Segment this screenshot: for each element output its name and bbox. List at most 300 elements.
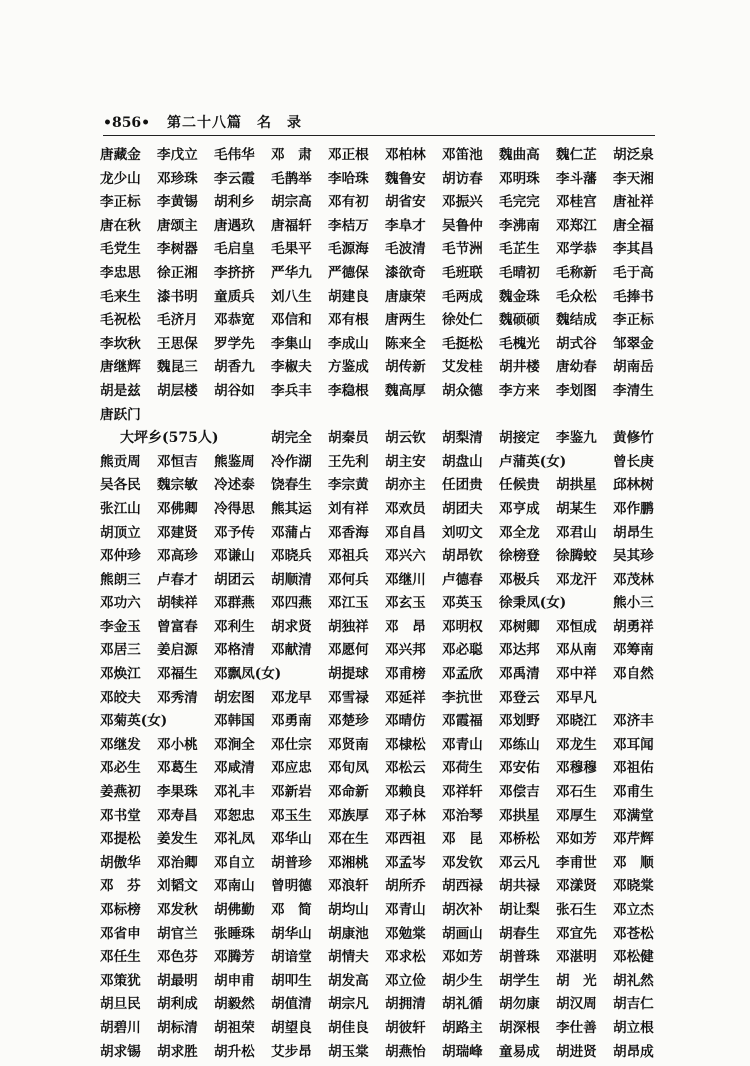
name-entry: 魏昆三 [157,359,198,376]
name-entry: 胡共禄 [499,878,540,895]
name-entry: 邓晓兵 [271,548,312,565]
name-entry: 毛称新 [556,264,597,281]
name-entry: 邓仕宗 [271,736,312,753]
name-entry: 毛挺松 [442,335,483,352]
name-entry: 卢春才 [157,571,198,588]
name-entry: 邓必生 [100,760,141,777]
name-entry: 胡画山 [442,925,483,942]
name-entry: 邓献清 [271,642,312,659]
name-entry: 邓贤南 [328,736,369,753]
name-entry: 邓命新 [328,784,369,801]
name-entry: 胡普珍 [271,854,312,871]
name-entry: 邓在生 [328,831,369,848]
name-entry: 邓晓江 [556,713,597,730]
name-entry: 邓愿何 [328,642,369,659]
name-entry: 陈来全 [385,335,426,352]
name-entry: 邓焕江 [100,666,141,683]
name-entry: 李忠思 [100,264,141,281]
name-entry: 李甫世 [556,854,597,871]
name-row [100,781,670,805]
name-entry: 邓勉棠 [385,925,426,942]
name-entry: 胡泛泉 [613,147,654,163]
name-entry: 邓宜先 [556,925,597,942]
name-entry: 胡申甫 [214,972,255,989]
name-entry: 邓格清 [214,642,255,659]
name-entry: 李鉴九 [556,430,597,447]
name-entry: 曾长庚 [613,453,654,470]
name-entry: 邓利生 [214,618,255,635]
name-row [100,522,670,546]
name-entry: 邓孟欣 [442,666,483,683]
name-entry: 胡标清 [157,1019,198,1036]
name-entry: 毛完完 [499,194,540,211]
name-entry: 邓安佑 [499,760,540,777]
name-entry: 胡傲华 [100,854,141,871]
name-entry: 李戊立 [157,147,198,163]
name-entry: 冷作湖 [271,453,312,470]
name-entry: 胡佳良 [328,1019,369,1036]
name-row [100,356,670,380]
name-row [100,592,670,616]
name-entry: 邓建贤 [157,524,198,541]
name-entry: 熊小三 [613,595,654,612]
name-entry: 唐颂主 [157,217,198,234]
name-entry: 邓兴六 [385,548,426,565]
name-row [100,687,670,711]
name-entry: 邓龙汗 [556,571,597,588]
name-entry: 胡均山 [328,902,369,918]
name-entry: 李金玉 [100,618,141,635]
name-entry: 张睡珠 [214,925,255,942]
name-entry: 胡路主 [442,1019,483,1036]
name-entry: 胡发高 [328,972,369,989]
name-entry: 李宗黄 [328,477,369,494]
name-entry: 邓族厚 [328,807,369,824]
name-row [100,238,670,262]
name-entry: 邓楚珍 [328,713,369,730]
name-row [100,757,670,781]
name-entry: 李仕善 [556,1019,597,1036]
name-entry: 徐处仁 [442,312,483,329]
name-entry: 邓继发 [100,736,141,753]
name-entry: 邓 肃 [271,147,312,163]
name-entry: 胡拱星 [556,477,597,494]
name-entry: 李正标 [613,312,654,329]
name-entry: 毛槐光 [499,335,540,352]
name-entry: 胡云钦 [385,430,426,447]
name-entry: 魏结成 [556,312,597,329]
name-entry: 魏金珠 [499,288,540,305]
name-entry: 邓韩国 [214,713,255,730]
name-row [100,498,670,522]
name-entry: 徐正湘 [157,264,198,281]
name-entry: 邓郑江 [556,217,597,234]
name-entry: 张江山 [100,500,141,517]
name-entry: 邓信和 [271,312,312,329]
name-entry: 邓柏林 [385,147,426,163]
name-entry: 童质兵 [214,288,255,305]
name-entry: 唐遇玖 [214,217,255,234]
name-entry: 邓予传 [214,524,255,541]
name-row [100,215,670,239]
name-entry: 邓亨成 [499,500,540,517]
name-entry: 邓松健 [613,949,654,966]
name-entry: 胡祖荣 [214,1019,255,1036]
name-entry: 胡宗凡 [328,996,369,1013]
name-entry: 邓有初 [328,194,369,211]
name-entry: 李坎秋 [100,335,141,352]
name-entry: 李斗藩 [556,170,597,187]
name-entry: 黄修竹 [613,430,654,447]
name-entry: 徐秉凤(女) [499,595,567,612]
name-entry: 毛芷生 [499,241,540,258]
name-entry: 唐在秋 [100,217,141,234]
name-entry: 胡碧川 [100,1019,141,1036]
name-entry: 卢蒲英(女) [499,453,567,470]
name-entry: 李划图 [556,382,597,399]
name-entry: 胡团云 [214,571,255,588]
name-entry: 毛波清 [385,241,426,258]
name-entry: 李稳根 [328,382,369,399]
name-entry: 毛鹊举 [271,170,312,187]
name-entry: 胡玉棠 [328,1043,369,1060]
name-entry: 胡众德 [442,382,483,399]
page-number: •856• [103,115,151,131]
name-entry: 方鉴成 [328,359,369,376]
name-entry: 魏仁芷 [556,147,597,163]
name-entry: 徐榜登 [499,548,540,565]
name-entry: 邓湛明 [556,949,597,966]
name-entry: 李方来 [499,382,540,399]
name-entry: 毛捧书 [613,288,654,305]
name-entry: 胡宗高 [271,194,312,211]
name-row [100,828,670,852]
name-entry: 邓福生 [157,666,198,683]
name-entry: 邓苍松 [613,925,654,942]
name-entry: 曾富春 [157,618,198,635]
name-entry: 邓如芳 [442,949,483,966]
name-entry: 胡佛勤 [214,902,255,918]
name-row [100,569,670,593]
name-entry: 胡西禄 [442,878,483,895]
name-entry: 邓发秋 [157,902,198,918]
name-row [100,616,670,640]
name-entry: 刘有祥 [328,500,369,517]
name-entry: 邓英玉 [442,595,483,612]
name-entry: 胡官兰 [157,925,198,942]
name-entry: 邓提松 [100,831,141,848]
name-entry: 漆书明 [157,288,198,305]
name-entry: 胡让梨 [499,902,540,918]
name-entry: 邓晴仿 [385,713,426,730]
name-entry: 唐康荣 [385,288,426,305]
name-entry: 胡康池 [328,925,369,942]
name-entry: 李其昌 [613,241,654,258]
name-entry: 邓兴邦 [385,642,426,659]
name-entry: 邓自立 [214,854,255,871]
name-entry: 邓书堂 [100,807,141,824]
name-entry: 胡旦民 [100,996,141,1013]
name-entry: 李椒夫 [271,359,312,376]
name-entry: 邓发钦 [442,854,483,871]
name-entry: 邓自然 [613,666,654,683]
name-entry: 邓晓棠 [613,878,654,895]
name-entry: 邓湘桃 [328,854,369,871]
name-entry: 邓恕忠 [214,807,255,824]
name-entry: 邓恒成 [556,618,597,635]
name-entry: 邓礼凤 [214,831,255,848]
name-entry: 胡昂生 [613,524,654,541]
name-entry: 邓何兵 [328,571,369,588]
name-entry: 邓松云 [385,760,426,777]
name-entry: 胡南岳 [613,359,654,376]
name-entry: 魏高厚 [385,382,426,399]
name-entry: 胡深根 [499,1019,540,1036]
name-entry: 邓涧全 [214,736,255,753]
name-entry: 邓礼丰 [214,784,255,801]
name-entry: 邓 顺 [613,854,654,871]
name-entry: 邓标榜 [100,902,141,918]
name-entry: 唐跃门 [100,406,141,423]
name-entry: 李桔万 [328,217,369,234]
name-entry: 张石生 [556,902,597,918]
name-entry: 唐福轩 [271,217,312,234]
name-entry: 邓玉生 [271,807,312,824]
name-entry: 魏硕硕 [499,312,540,329]
name-entry: 王先利 [328,453,369,470]
name-entry: 胡建良 [328,288,369,305]
name-entry: 姜发生 [157,831,198,848]
name-entry: 胡省安 [385,194,426,211]
name-entry: 严华九 [271,264,312,281]
name-entry: 邓青山 [385,902,426,918]
name-entry: 邓雪禄 [328,689,369,706]
name-entry: 胡昂钦 [442,548,483,565]
name-entry: 胡普珠 [499,949,540,966]
name-entry: 邓华山 [271,831,312,848]
name-entry: 胡利乡 [214,194,255,211]
name-entry: 邓飘凤(女) [214,666,282,683]
name-entry: 邓 昂 [385,618,426,635]
name-entry: 胡礼然 [613,972,654,989]
name-row [100,474,670,498]
name-entry: 邓厚生 [556,807,597,824]
name-entry: 胡访春 [442,170,483,187]
name-entry: 邓芹辉 [613,831,654,848]
name-entry: 邓济丰 [613,713,654,730]
name-entry: 毛祝松 [100,312,141,329]
name-entry: 毛节洲 [442,241,483,258]
name-entry: 胡最明 [157,972,198,989]
name-entry: 胡吉仁 [613,996,654,1013]
name-entry: 邓龙早 [271,689,312,706]
name-entry: 胡谷如 [214,382,255,399]
name-entry: 邓君山 [556,524,597,541]
name-entry: 邓佛卿 [157,500,198,517]
name-entry: 毛源海 [328,241,369,258]
name-entry: 胡秦员 [328,430,369,447]
name-entry: 邓功六 [100,595,141,612]
name-row [100,191,670,215]
name-entry: 邓达邦 [499,642,540,659]
name-entry: 邓江玉 [328,595,369,612]
name-entry: 吴鲁仲 [442,217,483,234]
name-row [100,144,670,168]
name-entry: 邓恒吉 [157,453,198,470]
name-entry: 邓练山 [499,736,540,753]
name-row [100,545,670,569]
name-entry: 胡礼循 [442,996,483,1013]
name-entry: 邓作鹏 [613,500,654,517]
name-entry: 邓必聪 [442,642,483,659]
name-entry: 胡学生 [499,972,540,989]
name-entry: 邓 简 [271,902,312,918]
name-entry: 刘韬文 [157,878,198,895]
name-entry: 胡升松 [214,1043,255,1060]
page-header [103,112,663,134]
name-row [100,427,670,451]
name-entry: 邓谦山 [214,548,255,565]
name-entry: 邓极兵 [499,571,540,588]
name-entry: 毛济月 [157,312,198,329]
name-entry: 邓早凡 [556,689,597,706]
name-entry: 李果珠 [157,784,198,801]
name-entry: 邓蒲占 [271,524,312,541]
name-entry: 邓四燕 [271,595,312,612]
name-entry: 邓玄玉 [385,595,426,612]
name-entry: 邓珍珠 [157,170,198,187]
name-entry: 毛启皇 [214,241,255,258]
name-row [100,639,670,663]
name-entry: 邓 昆 [442,831,483,848]
name-entry: 邓南山 [214,878,255,895]
name-entry: 唐藏金 [100,147,141,163]
name-entry: 邓荷生 [442,760,483,777]
name-entry: 胡值清 [271,996,312,1013]
name-entry: 胡求锡 [100,1043,141,1060]
name-entry: 龙少山 [100,170,141,187]
name-entry: 严德保 [328,264,369,281]
name-entry: 胡顺清 [271,571,312,588]
name-entry: 李阜才 [385,217,426,234]
name-entry: 任团贵 [442,477,483,494]
name-entry: 邓赖良 [385,784,426,801]
name-entry: 邓群燕 [214,595,255,612]
name-row [100,1017,670,1041]
name-entry: 李云霞 [214,170,255,187]
name-entry: 邓明珠 [499,170,540,187]
name-entry: 邓正根 [328,147,369,163]
name-entry: 唐幼春 [556,359,597,376]
name-entry: 邓茂林 [613,571,654,588]
name-entry: 冷述泰 [214,477,255,494]
name-entry: 胡犊祥 [157,595,198,612]
name-entry: 胡香九 [214,359,255,376]
name-entry: 李成山 [328,335,369,352]
name-entry: 胡勇祥 [613,618,654,635]
name-entry: 胡望良 [271,1019,312,1036]
name-entry: 王思保 [157,335,198,352]
name-entry: 邓浪轩 [328,878,369,895]
name-entry: 饶春生 [271,477,312,494]
name-entry: 邓耳闻 [613,736,654,753]
name-entry: 魏鲁安 [385,170,426,187]
name-entry: 唐继辉 [100,359,141,376]
name-entry: 魏曲高 [499,147,540,163]
name-entry: 胡梨清 [442,430,483,447]
name-entry: 邓任生 [100,949,141,966]
name-entry: 邓皎夫 [100,689,141,706]
name-entry: 冷得思 [214,500,255,517]
name-entry: 邓治卿 [157,854,198,871]
name-entry: 邓旬凤 [328,760,369,777]
name-entry: 李正标 [100,194,141,211]
name-entry: 唐全福 [613,217,654,234]
name-entry: 邓学恭 [556,241,597,258]
name-entry: 邓笛池 [442,147,483,163]
name-entry: 胡是兹 [100,382,141,399]
name-entry: 邓策犹 [100,972,141,989]
name-entry: 熊朗三 [100,571,141,588]
name-entry: 毛果平 [271,241,312,258]
section-title: 大坪乡(575人) [120,430,219,447]
name-entry: 邓色芬 [157,949,198,966]
name-entry: 邓菊英(女) [100,713,168,730]
name-entry: 胡瑞峰 [442,1043,483,1060]
name-entry: 邓咸清 [214,760,255,777]
name-entry: 邓从南 [556,642,597,659]
name-entry: 邓欢员 [385,500,426,517]
name-entry: 李兵丰 [271,382,312,399]
name-entry: 邓应忠 [271,760,312,777]
name-entry: 胡顶立 [100,524,141,541]
name-entry: 毛晴初 [499,264,540,281]
name-entry: 李沸南 [499,217,540,234]
name-entry: 邓孟岑 [385,854,426,871]
name-entry: 胡次补 [442,902,483,918]
name-entry: 胡情夫 [328,949,369,966]
name-entry: 胡进贤 [556,1043,597,1060]
name-entry: 邓祥轩 [442,784,483,801]
name-entry: 胡华山 [271,925,312,942]
name-entry: 胡层楼 [157,382,198,399]
name-entry: 罗学先 [214,335,255,352]
name-entry: 熊其运 [271,500,312,517]
name-entry: 邓小桃 [157,736,198,753]
name-entry: 邓明权 [442,618,483,635]
name-entry: 邓仲珍 [100,548,141,565]
name-entry: 邓拱星 [499,807,540,824]
name-entry: 胡主安 [385,453,426,470]
name-entry: 邓树卿 [499,618,540,635]
name-entry: 胡昂成 [613,1043,654,1060]
name-entry: 曾明德 [271,878,312,895]
name-entry: 李清生 [613,382,654,399]
name-entry: 李抗世 [442,689,483,706]
name-row [100,333,670,357]
name-entry: 胡求胜 [157,1043,198,1060]
name-entry: 邓立俭 [385,972,426,989]
name-entry: 邓中祥 [556,666,597,683]
name-entry: 胡立根 [613,1019,654,1036]
name-entry: 胡 光 [556,972,597,989]
name-entry: 徐腾蛟 [556,548,597,565]
name-entry: 刘叨文 [442,524,483,541]
name-entry: 胡彼轩 [385,1019,426,1036]
section-heading: 第二十八篇 名 录 [167,115,302,131]
name-row [100,993,670,1017]
name-entry: 胡提球 [328,666,369,683]
